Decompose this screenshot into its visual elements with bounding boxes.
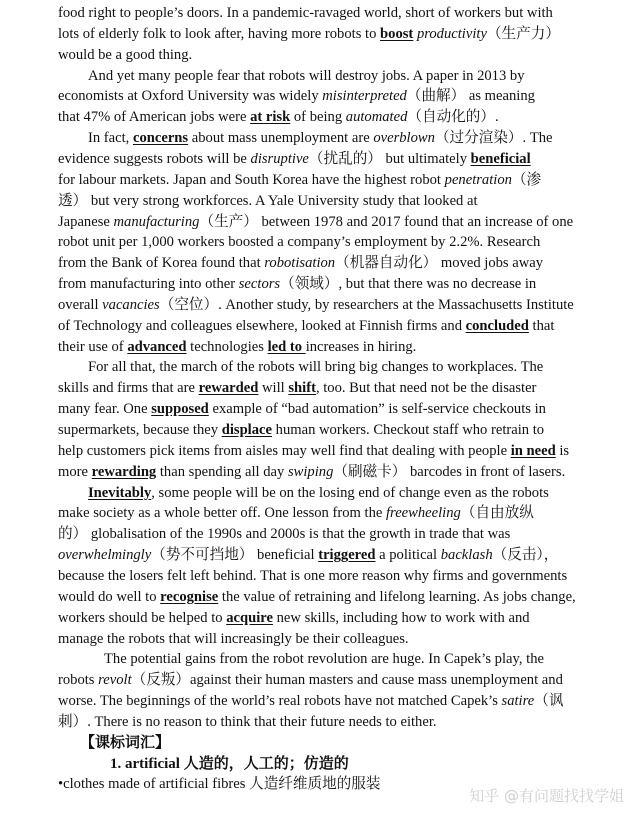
text-line <box>0 398 640 420</box>
key-word: boost <box>380 25 414 42</box>
text-line <box>0 377 640 399</box>
key-word: advanced <box>127 338 187 355</box>
text-run: will <box>258 380 289 397</box>
text-line <box>0 544 640 566</box>
text-run: skills and firms that are <box>58 380 199 397</box>
text-run: new skills, including how to work with and <box>272 609 530 626</box>
text-run: because the losers felt left behind. That is one more reason why firms and governments <box>58 567 568 584</box>
key-word: concerns <box>132 130 189 147</box>
glossed-term: automated <box>345 109 408 126</box>
text-run: a political <box>375 547 441 564</box>
text-run: （生产） between 1978 and 2017 found that an increase of one <box>199 213 574 230</box>
text-run: （讽 <box>534 693 564 710</box>
text-line <box>0 523 640 545</box>
glossed-term: overblown <box>373 130 435 147</box>
text-line <box>0 65 640 87</box>
text-run: than spending all day <box>156 463 288 480</box>
key-word: acquire <box>226 609 273 626</box>
text-run: is <box>555 442 570 459</box>
key-word: beneficial <box>470 150 531 167</box>
text-line <box>0 211 640 233</box>
text-run: of being <box>290 109 346 126</box>
text-run: their use of <box>58 338 128 355</box>
text-run: （刷磁卡） barcodes in front of lasers. <box>333 463 566 480</box>
text-run: workers should be helped to <box>58 609 227 626</box>
text-run: For all that, the march of the robots will bring big changes to workplaces. The <box>88 359 544 376</box>
text-run: would do well to <box>58 588 161 605</box>
key-word: led to <box>267 338 306 355</box>
glossed-term: freewheeling <box>386 505 461 522</box>
text-run: that 47% of American jobs were <box>58 109 251 126</box>
text-line <box>0 23 640 45</box>
text-run: more <box>58 463 92 480</box>
text-line <box>0 44 640 66</box>
text-run: supermarkets, because they <box>58 422 222 438</box>
text-run: lots of elderly folk to look after, having more robots to <box>58 25 381 42</box>
text-line <box>0 732 640 754</box>
glossed-term: penetration <box>444 171 512 188</box>
text-line <box>0 565 640 587</box>
text-line <box>0 628 640 650</box>
text-line <box>0 607 640 629</box>
key-word: in need <box>510 442 556 459</box>
glossed-term: manufacturing <box>113 213 200 230</box>
glossed-term: backlash <box>440 547 493 564</box>
text-run: manage the robots that will increasingly be their colleagues. <box>58 630 409 647</box>
glossed-term: vacancies <box>102 296 160 313</box>
text-line <box>0 127 640 149</box>
text-run: many fear. One <box>58 401 152 418</box>
text-line <box>0 482 640 504</box>
text-line <box>0 2 640 24</box>
text-run: help customers pick items from aisles may well find that dealing with people <box>58 442 511 459</box>
text-run: 透） but very strong workforces. A Yale University study that looked at <box>58 192 478 209</box>
glossed-term: robotisation <box>264 255 336 272</box>
text-run: The potential gains from the robot revolution are huge. In Capek’s play, the <box>104 651 544 668</box>
text-run: , some people will be on the losing end of change even as the robots <box>151 484 549 501</box>
text-line <box>0 502 640 524</box>
text-run: evidence suggests robots will be <box>58 150 251 167</box>
glossed-term: sectors <box>238 276 281 293</box>
text-run: the value of retraining and lifelong learning. As jobs change, <box>218 588 576 605</box>
text-line <box>0 356 640 378</box>
text-line <box>0 85 640 107</box>
text-line <box>0 461 640 483</box>
text-run: example of “bad automation” is self-service checkouts in <box>208 401 546 418</box>
key-word: rewarded <box>198 380 259 397</box>
glossed-term: revolt <box>98 672 132 689</box>
text-run: Japanese <box>58 213 114 230</box>
text-run: robot unit per 1,000 workers boosted a company’s employment by 2.2%. Research <box>58 234 541 251</box>
text-line <box>0 273 640 295</box>
key-word: displace <box>221 422 272 438</box>
text-line <box>0 440 640 462</box>
zhihu-watermark: 知乎 @有问题找找学姐 <box>469 787 624 805</box>
text-run: （扰乱的） but ultimately <box>308 150 471 167</box>
text-run: （势不可挡地） beneficial <box>151 547 319 564</box>
key-word: concluded <box>465 317 529 334</box>
key-word: rewarding <box>91 463 157 480</box>
text-run: In fact, <box>88 130 133 147</box>
text-line <box>0 252 640 274</box>
text-line <box>0 294 640 316</box>
glossed-term: overwhelmingly <box>58 547 152 564</box>
text-line <box>0 648 640 670</box>
text-line <box>0 231 640 253</box>
glossed-term: satire <box>501 693 535 710</box>
text-line <box>0 315 640 337</box>
text-run: （过分渲染）. The <box>434 130 553 147</box>
text-line <box>0 711 640 733</box>
text-run: overall <box>58 296 103 313</box>
vocab-entry: 1. artificial 人造的，人工的；仿造的 <box>110 755 349 772</box>
text-run: （自由放纵 <box>460 505 534 522</box>
key-word: triggered <box>318 547 376 564</box>
text-run: that <box>528 317 555 334</box>
text-line <box>0 148 640 170</box>
text-line <box>0 169 640 191</box>
text-run: （渗 <box>511 171 542 188</box>
text-run: food right to people’s doors. In a pandemic-ravaged world, short of workers but with <box>58 5 553 21</box>
text-run: economists at Oxford University was widely <box>58 88 323 105</box>
text-run: robots <box>58 672 99 689</box>
text-run: from manufacturing into other <box>58 276 239 293</box>
text-line <box>0 190 640 212</box>
text-line <box>0 669 640 691</box>
glossed-term: disruptive <box>250 150 309 167</box>
glossed-term: swiping <box>287 463 334 480</box>
key-word: Inevitably <box>88 484 152 501</box>
text-run: （空位）. Another study, by researchers at the Massachusetts Institute <box>159 296 574 313</box>
key-word: supposed <box>151 401 209 418</box>
text-run: worse. The beginnings of the world’s real robots have not matched Capek’s <box>58 693 502 710</box>
text-run: （机器自动化） moved jobs away <box>335 255 544 272</box>
text-run: for labour markets. Japan and South Korea have the highest robot <box>58 171 445 188</box>
text-line <box>0 336 640 358</box>
text-run: would be a good thing. <box>58 46 193 63</box>
text-line <box>0 753 640 775</box>
text-line <box>0 690 640 712</box>
text-line <box>0 419 640 441</box>
text-run: （反击）， <box>492 547 559 564</box>
text-run: 的） globalisation of the 1990s and 2000s is that the growth in trade that was <box>58 526 511 543</box>
key-word: at risk <box>250 109 291 126</box>
key-word: shift <box>288 380 316 397</box>
text-run: increases in hiring. <box>305 338 417 355</box>
text-run: （反叛）against their human masters and cause mass unemployment and <box>131 672 563 689</box>
text-run: make society as a whole better off. One lesson from the <box>58 505 386 522</box>
text-run: about mass unemployment are <box>188 130 374 147</box>
text-line <box>0 586 640 608</box>
text-run: human workers. Checkout staff who retrain to <box>272 422 545 438</box>
key-word: recognise <box>160 588 219 605</box>
text-run: （曲解） as meaning <box>406 88 535 105</box>
text-run: , too. But that need not be the disaster <box>315 380 537 397</box>
text-run: And yet many people fear that robots will destroy jobs. A paper in 2013 by <box>88 67 525 84</box>
text-run: technologies <box>186 338 268 355</box>
text-run: （自动化的）. <box>407 109 499 126</box>
text-run: •clothes made of artificial fibres 人造纤维质地的服装 <box>58 776 381 793</box>
text-run: from the Bank of Korea found that <box>58 255 265 272</box>
text-run: 刺）. There is no reason to think that their future needs to either. <box>58 713 437 730</box>
text-line <box>0 106 640 128</box>
glossed-term: misinterpreted <box>322 88 407 105</box>
text-run: （领域）, but that there was no decrease in <box>280 276 537 293</box>
section-heading: 【课标词汇】 <box>80 734 171 751</box>
glossed-term: productivity <box>416 25 487 42</box>
text-run: of Technology and colleagues elsewhere, looked at Finnish firms and <box>58 317 466 334</box>
text-run: （生产力） <box>486 25 560 42</box>
